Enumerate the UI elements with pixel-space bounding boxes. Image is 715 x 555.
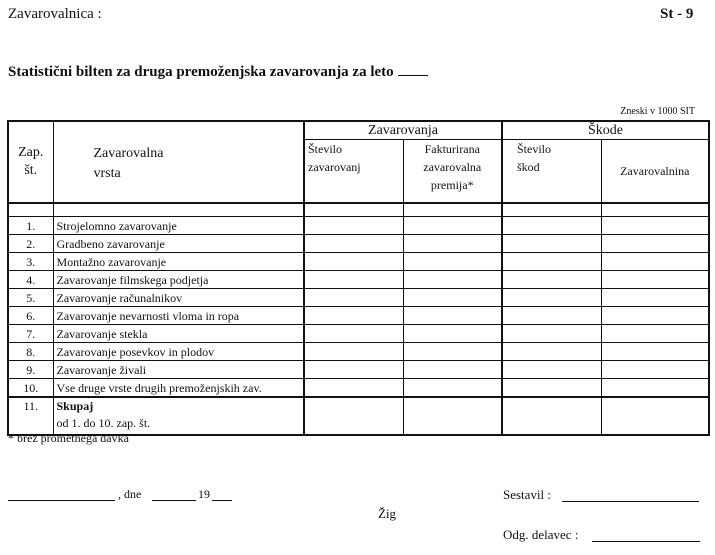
premium-cell[interactable] xyxy=(403,253,502,271)
row-no: 10. xyxy=(8,379,53,398)
spacer-cell xyxy=(8,203,53,217)
group-insurance: Zavarovanja xyxy=(304,121,502,140)
col-premium-line2: zavarovalna xyxy=(423,160,482,174)
total-claims-cell[interactable] xyxy=(502,397,601,435)
row-type: Zavarovanje živali xyxy=(53,361,304,379)
claims-cell[interactable] xyxy=(502,271,601,289)
total-label-cell xyxy=(53,397,304,435)
policies-cell[interactable] xyxy=(304,361,403,379)
policies-cell[interactable] xyxy=(304,289,403,307)
title-text: Statistični bilten za druga premoženjska zavarovanja za leto xyxy=(8,64,394,80)
row-no: 4. xyxy=(8,271,53,289)
table-row xyxy=(8,379,709,398)
policies-cell[interactable] xyxy=(304,235,403,253)
policies-cell[interactable] xyxy=(304,379,403,398)
claims-cell[interactable] xyxy=(502,217,601,235)
indemnity-cell[interactable] xyxy=(601,235,709,253)
row-type: Zavarovanje računalnikov xyxy=(53,289,304,307)
statistics-table xyxy=(7,120,710,436)
table-row xyxy=(8,271,709,289)
table-row xyxy=(8,253,709,271)
indemnity-cell[interactable] xyxy=(601,271,709,289)
date-line[interactable] xyxy=(152,499,196,501)
total-premium-cell[interactable] xyxy=(403,397,502,435)
row-no: 2. xyxy=(8,235,53,253)
row-type: Vse druge vrste drugih premoženjskih zav. xyxy=(53,379,304,398)
total-no: 11. xyxy=(8,397,53,435)
row-no: 5. xyxy=(8,289,53,307)
col-no-line2: št. xyxy=(24,163,38,178)
row-type: Zavarovanje nevarnosti vloma in ropa xyxy=(53,307,304,325)
row-no: 7. xyxy=(8,325,53,343)
stamp-label: Žig xyxy=(378,506,397,521)
policies-cell[interactable] xyxy=(304,217,403,235)
group-claims: Škode xyxy=(502,121,709,140)
premium-cell[interactable] xyxy=(403,361,502,379)
premium-cell[interactable] xyxy=(403,289,502,307)
row-no: 3. xyxy=(8,253,53,271)
premium-cell[interactable] xyxy=(403,217,502,235)
total-sublabel: od 1. do 10. zap. št. xyxy=(56,416,151,430)
col-header-premium xyxy=(403,140,502,204)
col-type-line1: Zavarovalna xyxy=(93,146,164,161)
premium-cell[interactable] xyxy=(403,343,502,361)
policies-cell[interactable] xyxy=(304,253,403,271)
indemnity-cell[interactable] xyxy=(601,379,709,398)
row-no: 9. xyxy=(8,361,53,379)
row-no: 1. xyxy=(8,217,53,235)
amounts-note: Zneski v 1000 SIT xyxy=(620,106,695,117)
row-no: 6. xyxy=(8,307,53,325)
col-premium-line1: Fakturirana xyxy=(424,142,480,156)
claims-cell[interactable] xyxy=(502,325,601,343)
total-label: Skupaj xyxy=(56,399,94,413)
policies-cell[interactable] xyxy=(304,307,403,325)
premium-cell[interactable] xyxy=(403,307,502,325)
claims-cell[interactable] xyxy=(502,289,601,307)
table-row xyxy=(8,361,709,379)
col-header-type xyxy=(53,121,304,203)
spacer-cell xyxy=(304,203,403,217)
premium-cell[interactable] xyxy=(403,271,502,289)
col-type-line2: vrsta xyxy=(93,166,121,181)
policies-cell[interactable] xyxy=(304,325,403,343)
claims-cell[interactable] xyxy=(502,343,601,361)
row-no: 8. xyxy=(8,343,53,361)
place-line[interactable] xyxy=(8,499,115,501)
col-claims-line1: Število xyxy=(517,142,552,156)
row-type: Gradbeno zavarovanje xyxy=(53,235,304,253)
row-type: Zavarovanje stekla xyxy=(53,325,304,343)
table-row xyxy=(8,217,709,235)
table-row xyxy=(8,235,709,253)
total-row xyxy=(8,397,709,435)
indemnity-cell[interactable] xyxy=(601,325,709,343)
policies-cell[interactable] xyxy=(304,271,403,289)
spacer-cell xyxy=(53,203,304,217)
form-code: St - 9 xyxy=(660,6,694,22)
page-title xyxy=(8,64,428,81)
premium-cell[interactable] xyxy=(403,379,502,398)
col-no-line1: Zap. xyxy=(18,145,44,160)
spacer-cell xyxy=(601,203,709,217)
spacer-cell xyxy=(403,203,502,217)
table-row xyxy=(8,343,709,361)
responsible-line[interactable] xyxy=(592,540,700,542)
indemnity-cell[interactable] xyxy=(601,289,709,307)
table-body xyxy=(8,217,709,398)
col-header-claims-count xyxy=(502,140,601,204)
col-header-no xyxy=(8,121,53,203)
spacer-cell xyxy=(502,203,601,217)
claims-cell[interactable] xyxy=(502,235,601,253)
footnote: * brez prometnega davka xyxy=(8,431,129,445)
indemnity-cell[interactable] xyxy=(601,361,709,379)
total-indemnity-cell[interactable] xyxy=(601,397,709,435)
indemnity-cell[interactable] xyxy=(601,343,709,361)
premium-cell[interactable] xyxy=(403,235,502,253)
table-row xyxy=(8,325,709,343)
table-row xyxy=(8,307,709,325)
row-type: Zavarovanje filmskega podjetja xyxy=(53,271,304,289)
compiled-by-label: Sestavil : xyxy=(503,487,552,502)
claims-cell[interactable] xyxy=(502,379,601,398)
col-premium-line3: premija* xyxy=(430,178,474,192)
premium-cell[interactable] xyxy=(403,325,502,343)
table-row xyxy=(8,289,709,307)
total-policies-cell[interactable] xyxy=(304,397,403,435)
indemnity-cell[interactable] xyxy=(601,307,709,325)
claims-cell[interactable] xyxy=(502,361,601,379)
indemnity-cell[interactable] xyxy=(601,253,709,271)
col-header-indemnity: Zavarovalnina xyxy=(601,140,709,204)
row-type: Montažno zavarovanje xyxy=(53,253,304,271)
col-header-policies xyxy=(304,140,403,204)
row-type: Zavarovanje posevkov in plodov xyxy=(53,343,304,361)
year-line[interactable] xyxy=(212,499,232,501)
date-label: , dne xyxy=(118,487,142,501)
claims-cell[interactable] xyxy=(502,253,601,271)
year-blank xyxy=(398,65,428,76)
responsible-label: Odg. delavec : xyxy=(503,527,579,542)
col-claims-line2: škod xyxy=(517,160,540,174)
indemnity-cell[interactable] xyxy=(601,217,709,235)
policies-cell[interactable] xyxy=(304,343,403,361)
claims-cell[interactable] xyxy=(502,307,601,325)
col-policies-line2: zavarovanj xyxy=(308,160,361,174)
compiled-by-line[interactable] xyxy=(562,500,699,502)
year-prefix: 19 xyxy=(198,487,210,501)
insurer-label: Zavarovalnica : xyxy=(8,6,102,22)
row-type: Strojelomno zavarovanje xyxy=(53,217,304,235)
col-policies-line1: Število xyxy=(308,142,343,156)
